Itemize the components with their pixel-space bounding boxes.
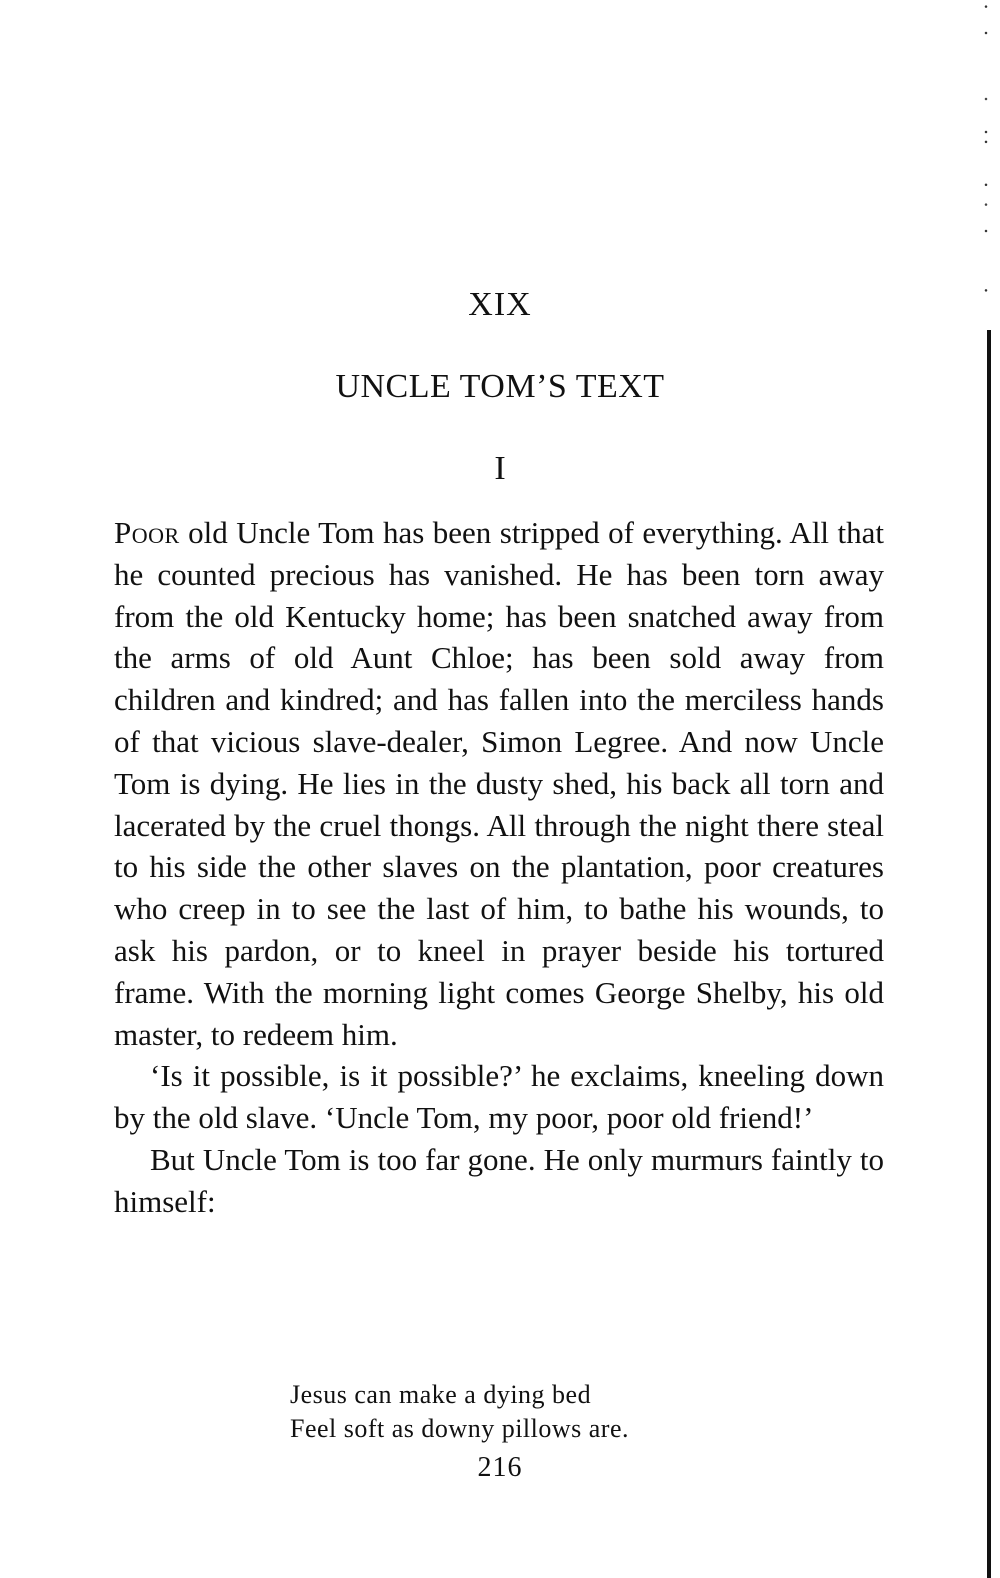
page-number: 216 xyxy=(477,1452,523,1483)
page-edge-line xyxy=(987,330,991,1578)
paragraph-3: But Uncle Tom is too far gone. He only murmurs faintly to himself: xyxy=(114,1141,884,1219)
verse-line-1: Jesus can make a dying bed xyxy=(290,1380,592,1409)
chapter-title: UNCLE TOM’S TEXT xyxy=(335,368,665,405)
paragraph-1 xyxy=(114,512,884,1055)
verse-line-2: Feel soft as downy pillows are. xyxy=(290,1414,630,1443)
page-edge-specks xyxy=(983,0,989,330)
verse-quote xyxy=(290,1378,629,1446)
paragraph-2: ‘Is it possible, is it possible?’ he exclaims, kneeling down by the old slave. ‘Uncle Tom, my poor, poor old friend!’ xyxy=(114,1058,884,1136)
paragraph-1-text: old Uncle Tom has been stripped of everything. All that he counted precious has vanished. He has been torn away from the old Kentucky home; has been snatched away from the arms of old Aunt Chloe; has been sold away from children and kindred; and has fallen into the merciless hands of that vicious slave-dealer, Simon Legree. And now Uncle Tom is dying. He lies in the dusty shed, his back all torn and lacerated by the cruel thongs. All through the night there steal to his side the other slaves on the plantation, poor creatures who creep in to see the last of him, to bathe his wounds, to ask his pardon, or to kneel in prayer beside his tortured frame. With the morning light comes George Shelby, his old master, to redeem him. xyxy=(114,515,884,1052)
chapter-number: XIX xyxy=(468,286,532,323)
section-number: I xyxy=(494,450,506,487)
body-text xyxy=(114,512,884,1223)
drop-word: Poor xyxy=(114,515,180,550)
